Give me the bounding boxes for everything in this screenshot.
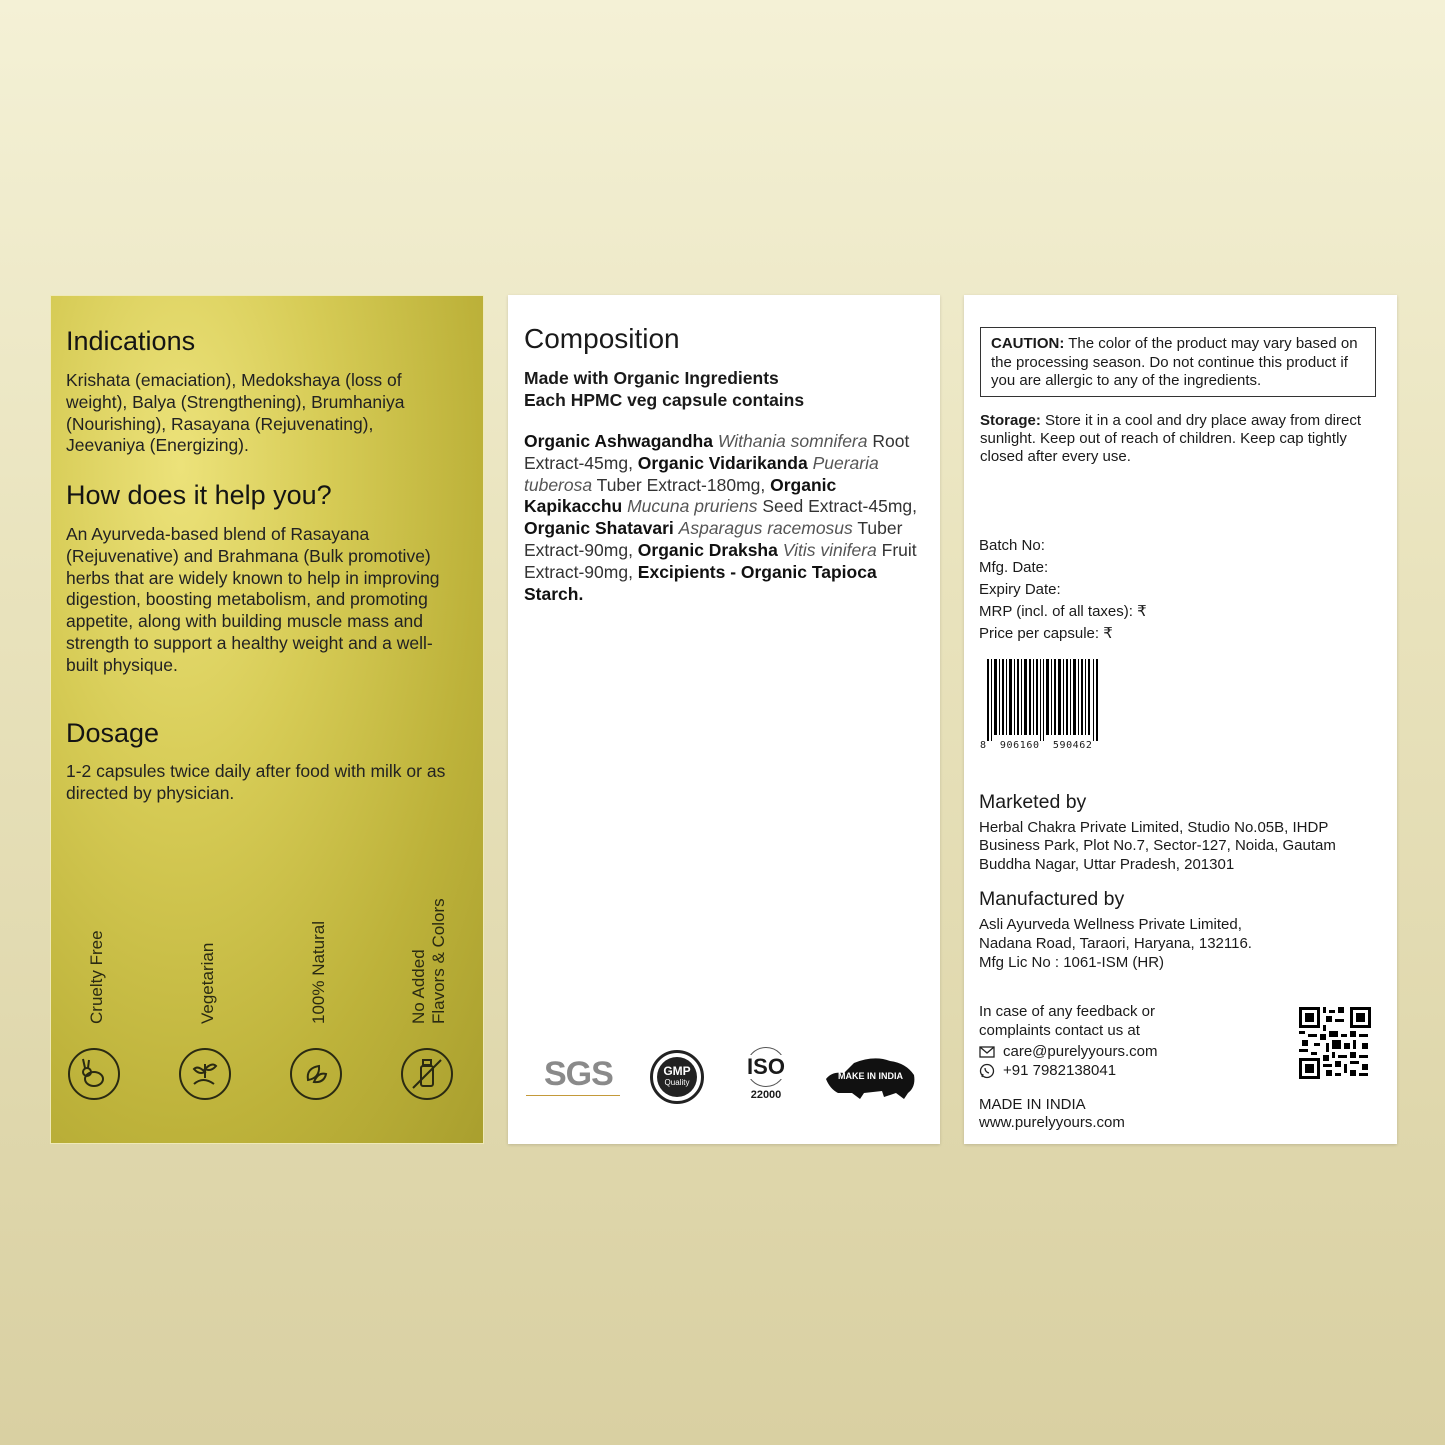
contact-info <box>979 1042 1157 1080</box>
price-per-capsule: Price per capsule: ₹ <box>979 625 1113 642</box>
manufactured-by-title: Manufactured by <box>979 888 1125 910</box>
indications-panel <box>50 295 484 1144</box>
mail-icon <box>979 1046 995 1058</box>
storage-info <box>980 412 1380 467</box>
mfg-date: Mfg. Date: <box>979 559 1049 576</box>
feedback-text: In case of any feedback or complaints contact us at <box>979 1003 1155 1039</box>
ingredient-latin: Mucuna pruriens <box>627 496 758 517</box>
ingredient-detail: Seed Extract-45mg <box>762 496 913 517</box>
ingredient-name: Organic Kapikacchu <box>524 474 837 517</box>
barcode-digits: 8 906160 590462 <box>980 740 1093 751</box>
info-panel <box>964 295 1397 1144</box>
whatsapp-icon <box>979 1063 995 1079</box>
leaves-icon <box>290 1048 342 1100</box>
manufactured-by-text: Asli Ayurveda Wellness Private Limited, Nadana Road, Taraori, Haryana, 132116. Mfg Lic No : 1061-ISM (HR) <box>979 916 1252 971</box>
caution-box <box>980 327 1376 397</box>
help-title: How does it help you? <box>66 480 332 510</box>
ingredient-latin: Vitis vinifera <box>782 539 877 560</box>
ingredient-detail: Tuber Extract-90mg <box>524 518 903 560</box>
storage-text: Store it in a cool and dry place away from direct sunlight. Keep out of reach of children. Keep cap tightly closed after every use. <box>980 412 1361 466</box>
mrp: MRP (incl. of all taxes): ₹ <box>979 603 1147 620</box>
website-link[interactable]: www.purelyyours.com <box>979 1114 1125 1131</box>
gmp-logo: GMP Quality <box>650 1047 710 1107</box>
barcode <box>979 659 1104 755</box>
dosage-title: Dosage <box>66 718 160 748</box>
badge-natural-label: 100% Natural <box>309 920 328 1024</box>
email-row[interactable] <box>979 1042 1157 1061</box>
indications-text: Krishata (emaciation), Medokshaya (loss of weight), Balya (Strengthening), Brumhaniya (Nourishing), Rasayana (Rejuvenating), Jeevaniya (Energizing). <box>66 370 405 456</box>
ingredients-list: Organic Ashwagandha Withania somnifera Root Extract-45mg, Organic Vidarikanda Pueraria tuberosa Tuber Extract-180mg, Organic Kapikacchu Mucuna pruriens Seed Extract-45mg, Organic Shatavari Asparagus racemosus Tuber Extract-90mg, Organic Draksha Vitis vinifera Fruit Extract-90mg, Excipients - Organic Tapioca Starch. <box>524 431 918 604</box>
sgs-logo: SGS <box>526 1047 621 1107</box>
caution-label: CAUTION: <box>991 335 1065 352</box>
composition-panel <box>508 295 940 1144</box>
caution-text: The color of the product may vary based on the processing season. Do not continue this product if you are allergic to any of the ingredients. <box>991 335 1358 389</box>
ingredient-name: Organic Ashwagandha <box>524 431 713 451</box>
ingredient-latin: Pueraria tuberosa <box>524 452 879 495</box>
ingredient-detail: Fruit Extract-90mg <box>524 539 917 582</box>
email-link[interactable]: care@purelyyours.com <box>1003 1043 1158 1060</box>
phone-number[interactable]: +91 7982138041 <box>1003 1062 1117 1079</box>
iso-logo: ISO 22000 <box>738 1047 798 1107</box>
batch-no: Batch No: <box>979 537 1045 554</box>
marketed-by-title: Marketed by <box>979 791 1087 813</box>
badge-cruelty-free-label: Cruelty Free <box>87 930 106 1024</box>
made-in-india-text: MADE IN INDIA <box>979 1096 1086 1113</box>
storage-label: Storage: <box>980 412 1041 429</box>
composition-title: Composition <box>524 323 680 354</box>
leaf-hand-icon <box>179 1048 231 1100</box>
indications-title: Indications <box>66 326 196 356</box>
composition-subtitle: Made with Organic Ingredients Each HPMC veg capsule contains <box>524 368 805 410</box>
dosage-text: 1-2 capsules twice daily after food with milk or as directed by physician. <box>66 761 446 803</box>
qr-code[interactable] <box>1299 1007 1371 1079</box>
ingredient-name: Organic Vidarikanda <box>637 452 808 473</box>
ingredient-latin: Asparagus racemosus <box>678 518 853 539</box>
badge-vegetarian-label: Vegetarian <box>198 942 217 1024</box>
marketed-by-text: Herbal Chakra Private Limited, Studio No.05B, IHDP Business Park, Plot No.7, Sector-127, Noida, Gautam Buddha Nagar, Uttar Pradesh, 201301 <box>979 819 1336 873</box>
ingredient-name: Organic Draksha <box>637 539 778 560</box>
batch-info <box>979 535 1147 645</box>
expiry-date: Expiry Date: <box>979 581 1061 598</box>
ingredient-detail: Root Extract-45mg <box>524 431 910 473</box>
no-spray-icon <box>401 1048 453 1100</box>
make-in-india-logo: MAKE IN INDIA <box>824 1047 918 1107</box>
help-text: An Ayurveda-based blend of Rasayana (Rejuvenative) and Brahmana (Bulk promotive) herbs that are widely known to help in improving digestion, boosting metabolism, and promoting appetite, along with building muscle mass and strength to support a healthy weight and a well-built physique. <box>66 524 440 675</box>
excipients: Excipients - Organic Tapioca Starch. <box>524 561 877 604</box>
ingredient-latin: Withania somnifera <box>717 431 868 451</box>
ingredient-detail: Tuber Extract-180mg <box>596 474 761 495</box>
phone-row[interactable] <box>979 1061 1157 1080</box>
ingredient-name: Organic Shatavari <box>524 518 674 539</box>
rabbit-icon <box>68 1048 120 1100</box>
badge-no-added-label: No Added Flavors & Colors <box>409 898 448 1024</box>
